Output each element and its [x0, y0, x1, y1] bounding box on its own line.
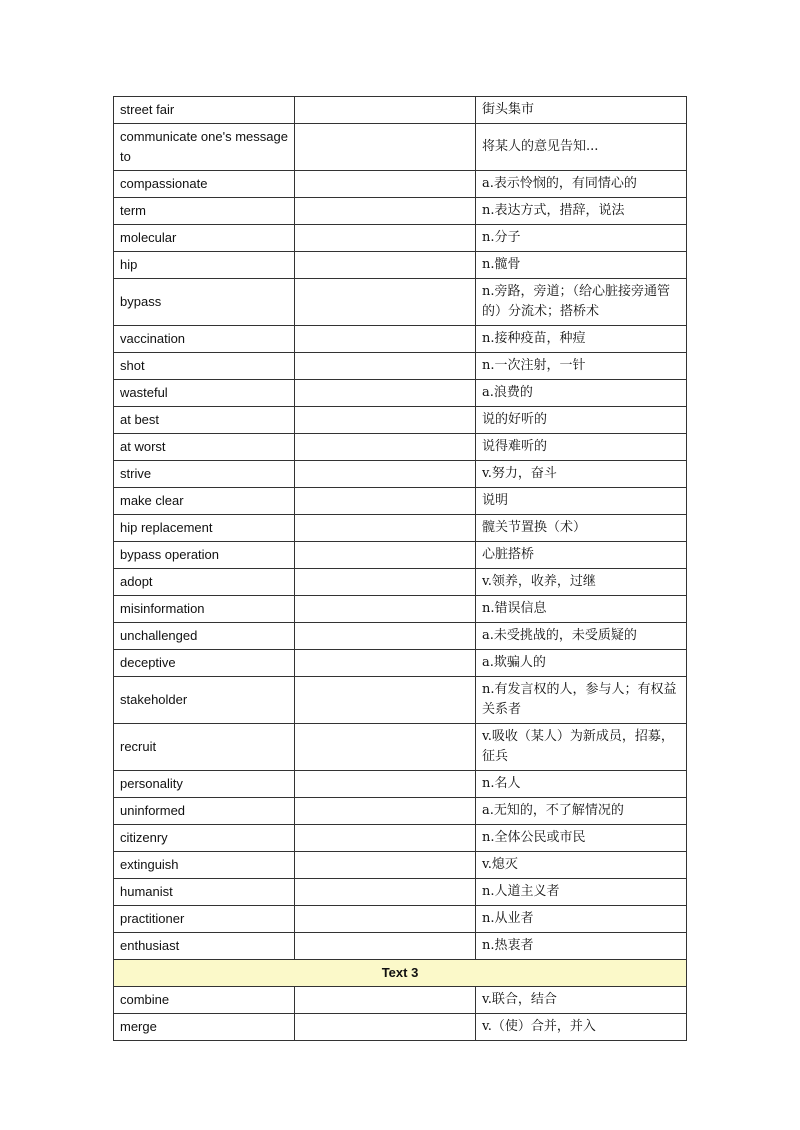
chinese-meaning: n.全体公民或市民	[476, 825, 687, 852]
table-row	[114, 171, 687, 198]
table-row	[114, 488, 687, 515]
vocabulary-page	[113, 96, 686, 1041]
blank-cell	[295, 987, 476, 1014]
table-row	[114, 279, 687, 326]
table-row	[114, 650, 687, 677]
english-term: communicate one's message to	[114, 124, 295, 171]
chinese-meaning: n.人道主义者	[476, 879, 687, 906]
chinese-meaning: a.无知的，不了解情况的	[476, 798, 687, 825]
chinese-meaning: 将某人的意见告知...	[476, 124, 687, 171]
blank-cell	[295, 933, 476, 960]
chinese-meaning: v.吸收（某人）为新成员，招募，征兵	[476, 724, 687, 771]
blank-cell	[295, 515, 476, 542]
chinese-meaning: 说得难听的	[476, 434, 687, 461]
table-row	[114, 677, 687, 724]
blank-cell	[295, 171, 476, 198]
chinese-meaning: 说的好听的	[476, 407, 687, 434]
english-term: at worst	[114, 434, 295, 461]
chinese-meaning: 街头集市	[476, 97, 687, 124]
table-row	[114, 515, 687, 542]
english-term: citizenry	[114, 825, 295, 852]
chinese-meaning: 心脏搭桥	[476, 542, 687, 569]
chinese-meaning: v.联合，结合	[476, 987, 687, 1014]
chinese-meaning: a.未受挑战的，未受质疑的	[476, 623, 687, 650]
blank-cell	[295, 326, 476, 353]
table-row	[114, 380, 687, 407]
table-row	[114, 879, 687, 906]
blank-cell	[295, 906, 476, 933]
chinese-meaning: a.欺骗人的	[476, 650, 687, 677]
blank-cell	[295, 198, 476, 225]
english-term: misinformation	[114, 596, 295, 623]
chinese-meaning: n.一次注射，一针	[476, 353, 687, 380]
chinese-meaning: v.努力，奋斗	[476, 461, 687, 488]
english-term: enthusiast	[114, 933, 295, 960]
chinese-meaning: 髋关节置换（术）	[476, 515, 687, 542]
chinese-meaning: n.髋骨	[476, 252, 687, 279]
english-term: term	[114, 198, 295, 225]
table-row	[114, 724, 687, 771]
chinese-meaning: n.有发言权的人，参与人；有权益关系者	[476, 677, 687, 724]
table-row	[114, 124, 687, 171]
english-term: bypass operation	[114, 542, 295, 569]
english-term: combine	[114, 987, 295, 1014]
english-term: hip replacement	[114, 515, 295, 542]
chinese-meaning: n.从业者	[476, 906, 687, 933]
chinese-meaning: a.浪费的	[476, 380, 687, 407]
chinese-meaning: v.领养，收养，过继	[476, 569, 687, 596]
chinese-meaning: n.旁路，旁道；（给心脏接旁通管的）分流术；搭桥术	[476, 279, 687, 326]
blank-cell	[295, 596, 476, 623]
english-term: uninformed	[114, 798, 295, 825]
blank-cell	[295, 353, 476, 380]
chinese-meaning: n.表达方式，措辞，说法	[476, 198, 687, 225]
blank-cell	[295, 724, 476, 771]
english-term: bypass	[114, 279, 295, 326]
chinese-meaning: 说明	[476, 488, 687, 515]
blank-cell	[295, 798, 476, 825]
table-row	[114, 97, 687, 124]
blank-cell	[295, 225, 476, 252]
blank-cell	[295, 879, 476, 906]
chinese-meaning: n.错误信息	[476, 596, 687, 623]
table-row	[114, 933, 687, 960]
blank-cell	[295, 124, 476, 171]
blank-cell	[295, 434, 476, 461]
section-title: Text 3	[114, 960, 687, 987]
chinese-meaning: v.（使）合并，并入	[476, 1014, 687, 1041]
table-row	[114, 542, 687, 569]
english-term: merge	[114, 1014, 295, 1041]
blank-cell	[295, 279, 476, 326]
blank-cell	[295, 677, 476, 724]
table-row	[114, 623, 687, 650]
table-row	[114, 798, 687, 825]
blank-cell	[295, 771, 476, 798]
blank-cell	[295, 542, 476, 569]
english-term: vaccination	[114, 326, 295, 353]
english-term: recruit	[114, 724, 295, 771]
english-term: shot	[114, 353, 295, 380]
blank-cell	[295, 488, 476, 515]
blank-cell	[295, 650, 476, 677]
english-term: adopt	[114, 569, 295, 596]
table-row	[114, 225, 687, 252]
table-row	[114, 252, 687, 279]
english-term: strive	[114, 461, 295, 488]
vocabulary-table	[113, 96, 687, 1041]
chinese-meaning: a.表示怜悯的，有同情心的	[476, 171, 687, 198]
blank-cell	[295, 1014, 476, 1041]
table-row	[114, 987, 687, 1014]
blank-cell	[295, 461, 476, 488]
english-term: at best	[114, 407, 295, 434]
english-term: hip	[114, 252, 295, 279]
english-term: wasteful	[114, 380, 295, 407]
chinese-meaning: n.名人	[476, 771, 687, 798]
table-row	[114, 825, 687, 852]
section-header-row	[114, 960, 687, 987]
table-row	[114, 407, 687, 434]
chinese-meaning: n.热衷者	[476, 933, 687, 960]
table-row	[114, 353, 687, 380]
table-row	[114, 596, 687, 623]
blank-cell	[295, 623, 476, 650]
english-term: extinguish	[114, 852, 295, 879]
table-row	[114, 326, 687, 353]
english-term: practitioner	[114, 906, 295, 933]
chinese-meaning: n.分子	[476, 225, 687, 252]
english-term: personality	[114, 771, 295, 798]
table-row	[114, 771, 687, 798]
blank-cell	[295, 852, 476, 879]
english-term: humanist	[114, 879, 295, 906]
table-row	[114, 569, 687, 596]
english-term: deceptive	[114, 650, 295, 677]
table-row	[114, 852, 687, 879]
english-term: compassionate	[114, 171, 295, 198]
table-row	[114, 906, 687, 933]
table-row	[114, 461, 687, 488]
blank-cell	[295, 825, 476, 852]
english-term: make clear	[114, 488, 295, 515]
english-term: stakeholder	[114, 677, 295, 724]
table-row	[114, 434, 687, 461]
blank-cell	[295, 252, 476, 279]
english-term: street fair	[114, 97, 295, 124]
table-row	[114, 1014, 687, 1041]
blank-cell	[295, 569, 476, 596]
english-term: molecular	[114, 225, 295, 252]
blank-cell	[295, 380, 476, 407]
chinese-meaning: n.接种疫苗，种痘	[476, 326, 687, 353]
chinese-meaning: v.熄灭	[476, 852, 687, 879]
table-row	[114, 198, 687, 225]
english-term: unchallenged	[114, 623, 295, 650]
blank-cell	[295, 97, 476, 124]
blank-cell	[295, 407, 476, 434]
